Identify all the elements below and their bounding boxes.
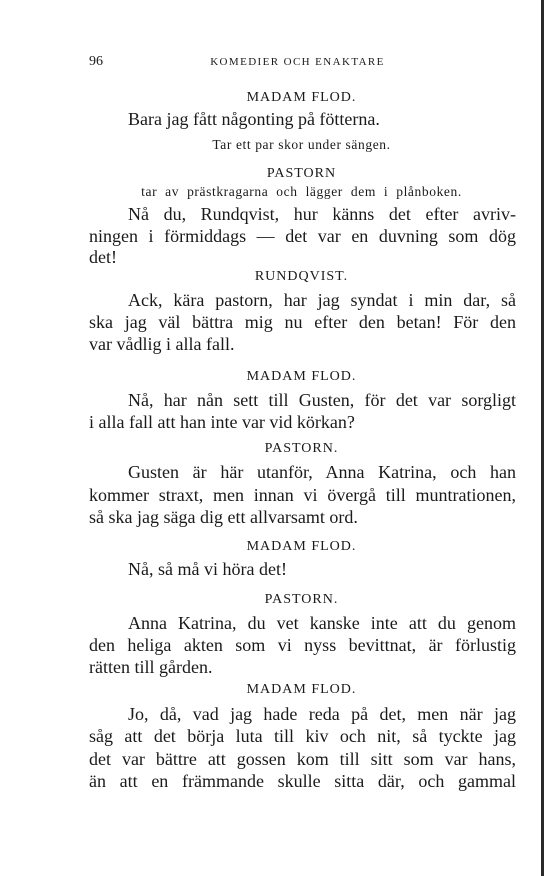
dialogue-line: det var bättre att gossen kom till sitt som var hans, xyxy=(89,749,516,769)
dialogue-line: den heliga akten som vi nyss bevittnat, är förlustig xyxy=(89,635,516,655)
dialogue-line: Bara jag fått någonting på fötterna. xyxy=(128,109,380,129)
dialogue-line: kommer straxt, men innan vi övergå till muntrationen, xyxy=(89,485,516,505)
speaker-label: PASTORN xyxy=(266,166,337,181)
dialogue-line: än att en främmande skulle sitta där, och gammal xyxy=(89,771,516,791)
dialogue-line: var vådlig i alla fall. xyxy=(89,334,235,354)
page-header xyxy=(89,54,506,74)
dialogue-line: Jo, då, vad jag hade reda på det, men när jag xyxy=(128,704,516,724)
speaker-label: MADAM FLOD. xyxy=(246,369,357,384)
stage-direction: tar av prästkragarna och lägger dem i plånboken. xyxy=(141,184,462,199)
speaker-label: MADAM FLOD. xyxy=(246,682,357,697)
speaker-label: RUNDQVIST. xyxy=(254,269,349,284)
stage-direction: Tar ett par skor under sängen. xyxy=(212,137,391,152)
dialogue-line: så ska jag säga dig ett allvarsamt ord. xyxy=(89,507,358,527)
speaker-label: MADAM FLOD. xyxy=(246,539,357,554)
dialogue-line: såg att det börja luta till kiv och nit, så tyckte jag xyxy=(89,726,516,746)
dialogue-line: ska jag väl bättra mig nu efter den betan! För den xyxy=(89,312,516,332)
dialogue-line: det! xyxy=(89,247,117,267)
speaker-label: MADAM FLOD. xyxy=(246,90,357,105)
dialogue-line: i alla fall att han inte var vid körkan? xyxy=(89,412,355,432)
dialogue-line: Nå du, Rundqvist, hur känns det efter avriv- xyxy=(128,204,516,224)
page-number: 96 xyxy=(89,54,103,69)
dialogue-line: Nå, så må vi höra det! xyxy=(128,559,287,579)
dialogue-line: Ack, kära pastorn, har jag syndat i min dar, så xyxy=(128,290,516,310)
dialogue-line: ningen i förmiddags — det var en duvning som dög xyxy=(89,226,516,246)
dialogue-line: Gusten är här utanför, Anna Katrina, och han xyxy=(128,462,516,482)
running-title: KOMEDIER OCH ENAKTARE xyxy=(210,56,385,68)
speaker-label: PASTORN. xyxy=(264,441,339,456)
dialogue-line: rätten till gården. xyxy=(89,657,213,677)
speaker-label: PASTORN. xyxy=(264,592,339,607)
dialogue-line: Nå, har nån sett till Gusten, för det var sorgligt xyxy=(128,390,516,410)
dialogue-line: Anna Katrina, du vet kanske inte att du genom xyxy=(128,613,516,633)
